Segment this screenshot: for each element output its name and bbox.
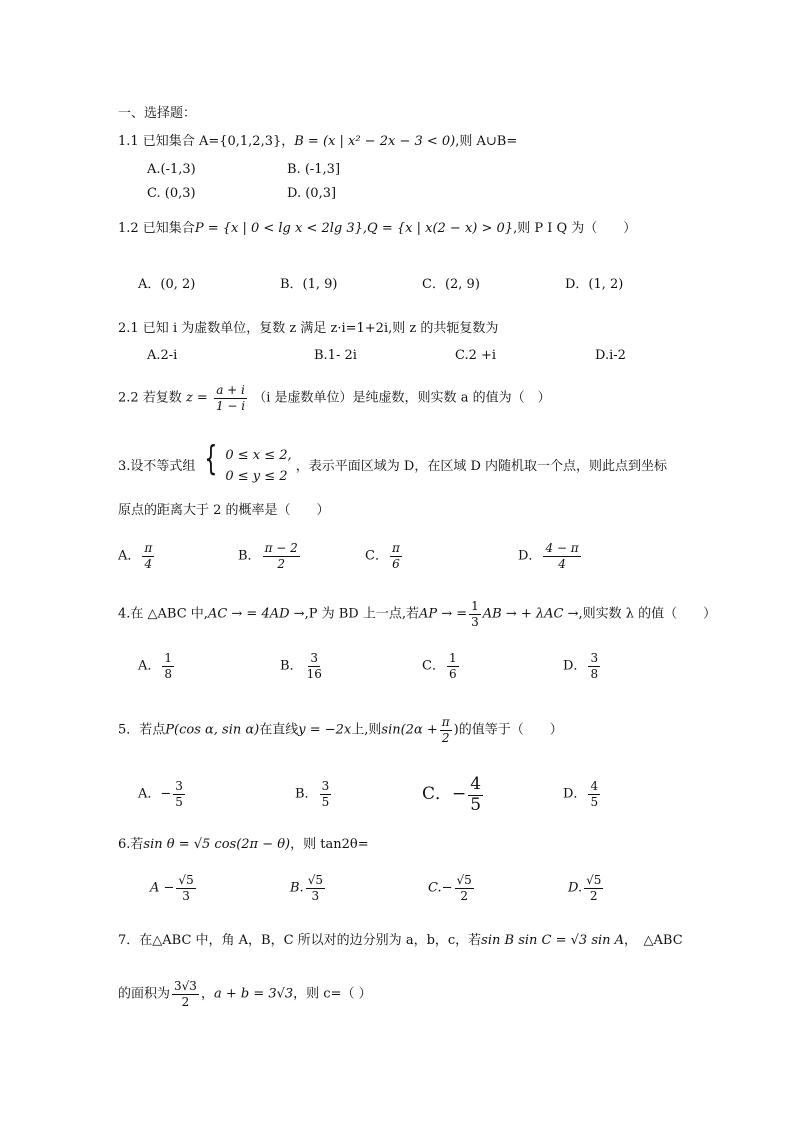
question-4: 4.在 △ABC 中,AC → = 4AD →,P 为 BD 上一点,若AP → = $\frac{1}{3}$ AB → + λAC →,则实数 λ 的值（ ）: [118, 599, 717, 629]
q7-equation-2: a + b = 3√3: [213, 986, 294, 1002]
q1-1-option-a[interactable]: A.(-1,3): [147, 162, 196, 177]
q6-option-b[interactable]: B. $\frac{√5}{3}$: [290, 873, 323, 903]
q6-option-a[interactable]: A − $\frac{√5}{3}$: [150, 873, 194, 903]
q4-option-a[interactable]: A． $\frac{1}{8}$: [138, 651, 173, 681]
q1-1-stem-c: ,则 A∪B=: [455, 134, 518, 149]
q5-option-a[interactable]: A．− $\frac{3}{5}$: [138, 779, 183, 809]
q4-option-c[interactable]: C． $\frac{1}{6}$: [422, 651, 457, 681]
q1-1-option-b[interactable]: B. (-1,3]: [287, 162, 341, 177]
q2-2-z-eq: z =: [185, 390, 208, 406]
q4-vector-ac: AC → = 4AD →: [207, 606, 305, 622]
brace-icon: {: [203, 439, 217, 479]
q1-2-option-a[interactable]: A．(0, 2): [138, 277, 196, 292]
q1-1-option-d[interactable]: D. (0,3]: [287, 186, 337, 201]
q5-point: P(cos α, sin α): [165, 722, 260, 738]
question-1-1: [118, 135, 517, 148]
question-5: 5．若点P(cos α, sin α)在直线y = −2x上,则sin(2α + $\frac{\pi}{2}$ )的值等于（ ）: [118, 715, 563, 745]
q2-2-stem-b: （i 是虚数单位）是纯虚数，则实数 a 的值为（ ）: [253, 390, 551, 406]
question-1-2: [118, 222, 636, 235]
question-7-cont: 的面积为 $\frac{3√3}{2}$ ，a + b = 3√3，则 c=（ ）: [118, 979, 372, 1009]
q4-option-d[interactable]: D． $\frac{3}{8}$: [563, 651, 599, 681]
q5-option-d[interactable]: D． $\frac{4}{5}$: [563, 779, 599, 809]
q3-option-a[interactable]: A． $\frac{\pi}{4}$: [118, 541, 153, 571]
question-6: 6.若sin θ = √5 cos(2π − θ)，则 tan2θ=: [118, 837, 369, 852]
q1-2-set-q: ,Q = {x | x(2 − x) > 0}: [362, 221, 514, 236]
q2-1-option-a[interactable]: A.2-i: [147, 348, 178, 363]
question-7: 7．在△ABC 中，角 A，B，C 所以对的边分别为 a，b，c，若sin B sin C = √3 sin A， △ABC: [118, 933, 683, 948]
q2-1-option-b[interactable]: B.1- 2i: [314, 348, 357, 363]
q1-1-option-c[interactable]: C. (0,3): [147, 186, 196, 201]
q3-stem-a: 3.设不等式组: [118, 459, 196, 474]
q1-2-stem-d: ,则 P I Q 为（ ）: [513, 221, 637, 236]
q5-option-c[interactable]: C．− $\frac{4}{5}$: [422, 774, 482, 815]
q3-inequality-system: 0 ≤ x ≤ 2, 0 ≤ y ≤ 2: [225, 447, 292, 484]
q2-2-fraction: $\frac{a + i}{1 - i}$: [215, 383, 246, 413]
q3-option-b[interactable]: B． $\frac{\pi - 2}{2}$: [238, 541, 298, 571]
q1-2-stem-a: 1.2 已知集合: [118, 221, 195, 236]
q1-2-option-d[interactable]: D．(1, 2): [565, 277, 624, 292]
question-2-2: [118, 384, 551, 412]
q5-sin-expr: sin(2α +: [381, 722, 438, 738]
q7-equation-1: sin B sin C = √3 sin A: [481, 933, 625, 948]
q1-1-set-b: B = (x | x² − 2x − 3 < 0): [294, 134, 456, 149]
q1-2-option-c[interactable]: C．(2, 9): [422, 277, 480, 292]
q3-option-d[interactable]: D． $\frac{4 - \pi}{4}$: [518, 541, 579, 571]
q2-1-option-d[interactable]: D.i-2: [595, 348, 626, 363]
q1-1-stem-a: 1.1 已知集合 A={0,1,2,3}，: [118, 134, 295, 149]
q5-line: y = −2x: [298, 722, 352, 738]
q6-option-c[interactable]: C.− $\frac{√5}{2}$: [428, 873, 472, 903]
q6-equation: sin θ = √5 cos(2π − θ): [143, 837, 291, 852]
q1-2-set-p: P = {x | 0 < lg x < 2lg 3}: [194, 221, 363, 236]
q2-2-stem-a: 2.2 若复数: [118, 390, 182, 406]
q1-2-option-b[interactable]: B．(1, 9): [280, 277, 338, 292]
q2-1-option-c[interactable]: C.2 +i: [455, 348, 497, 363]
question-2-1: 2.1 已知 i 为虚数单位，复数 z 满足 z·i=1+2i,则 z 的共轭复数为: [118, 321, 499, 336]
q4-vector-ap: AP → =: [418, 606, 468, 622]
question-3: [118, 439, 668, 487]
q6-option-d[interactable]: D. $\frac{√5}{2}$: [568, 873, 602, 903]
q5-option-b[interactable]: B． $\frac{3}{5}$: [295, 779, 330, 809]
q4-option-b[interactable]: B． $\frac{3}{16}$: [280, 651, 322, 681]
q3-stem-c: 原点的距离大于 2 的概率是（ ）: [118, 503, 330, 518]
section-title: 一、选择题：: [118, 106, 197, 121]
q3-option-c[interactable]: C． $\frac{\pi}{6}$: [365, 541, 400, 571]
q3-stem-b: ，表示平面区域为 D，在区域 D 内随机取一个点，则此点到坐标: [295, 459, 668, 474]
q4-vector-sum: AB → + λAC →: [482, 606, 579, 622]
